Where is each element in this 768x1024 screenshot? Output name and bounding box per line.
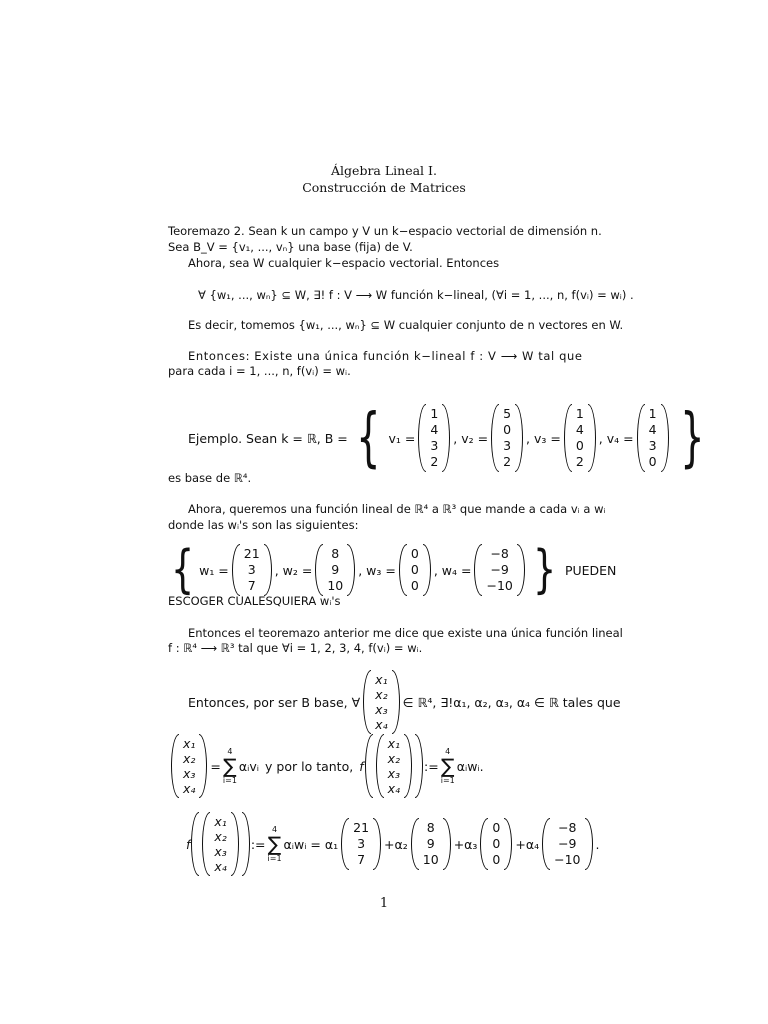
- sum-lower: i=1: [440, 776, 455, 785]
- v2-entry: 3: [503, 438, 512, 453]
- document-subtitle: Construcción de Matrices: [302, 180, 466, 195]
- x-entry: x₁: [387, 736, 401, 751]
- sum-term: αᵢwᵢ = α₁: [283, 836, 339, 852]
- entonces-line-2: f : ℝ⁴ ⟶ ℝ³ tal que ∀i = 1, 2, 3, 4, f(vᵢ) = wᵢ.: [168, 641, 423, 655]
- w3-entry: 0: [492, 836, 501, 851]
- w3-entry: 0: [492, 852, 501, 867]
- v1-entry: 2: [430, 454, 439, 469]
- left-brace: {: [355, 401, 381, 475]
- x-entry: x₄: [375, 717, 388, 732]
- w1-entry: 21: [353, 820, 370, 835]
- defined-as-sign: :=: [424, 758, 439, 774]
- entonces-line-1: Entonces el teoremazo anterior me dice que existe una única función lineal: [188, 626, 623, 640]
- x-entry: x₃: [214, 844, 227, 859]
- x-entry: x₃: [183, 766, 196, 781]
- w2-entry: 10: [327, 578, 344, 593]
- sigma-icon: ∑: [267, 832, 282, 856]
- v4-entry: 1: [648, 406, 657, 421]
- base-note: es base de ℝ⁴.: [168, 471, 252, 485]
- theorem-line-4: Es decir, tomemos {w₁, ..., wₙ} ⊆ W cualquier conjunto de n vectores en W.: [188, 318, 624, 332]
- w3-entry: 0: [410, 562, 419, 577]
- w3-label: , w₃ =: [358, 562, 396, 578]
- v2-entry: 2: [503, 454, 512, 469]
- x-entry: x₄: [183, 781, 196, 796]
- w1-vector: [341, 818, 381, 870]
- example-intro: Ejemplo. Sean k = ℝ, B =: [188, 430, 348, 446]
- right-brace: }: [532, 540, 556, 600]
- theorem-line-2: Sea B_V = {v₁, ..., vₙ} una base (fija) de V.: [168, 240, 413, 254]
- y-por-lo-tanto: y por lo tanto,: [265, 758, 354, 774]
- w4-entry: −10: [486, 578, 513, 593]
- w3-entry: 0: [410, 546, 419, 561]
- w3-entry: 0: [492, 820, 501, 835]
- w3-vector: [480, 818, 512, 870]
- now-line-2: donde las wᵢ's son las siguientes:: [168, 518, 359, 532]
- w4-entry: −9: [490, 562, 509, 577]
- x-vector: [363, 670, 399, 734]
- w4-entry: −10: [554, 852, 581, 867]
- v1-label: v₁ =: [388, 430, 416, 446]
- left-brace: {: [170, 540, 195, 600]
- x-entry: x₁: [375, 672, 388, 687]
- x-entry: x₁: [183, 736, 196, 751]
- w4-vector: [474, 544, 524, 596]
- sum-lower: i=1: [267, 854, 282, 863]
- equation-2: [186, 812, 599, 876]
- sum-term: αᵢvᵢ: [238, 758, 260, 774]
- page-number: 1: [379, 896, 389, 911]
- theorem-line-6: para cada i = 1, ..., n, f(vᵢ) = wᵢ.: [168, 364, 351, 378]
- sum-upper: 4: [271, 825, 278, 834]
- v3-vector: [564, 404, 596, 472]
- w4-label: , w₄ =: [433, 562, 472, 578]
- v2-vector: [491, 404, 523, 472]
- entonces-line-3a: Entonces, por ser B base, ∀: [188, 694, 361, 710]
- w-vectors-row: [166, 540, 617, 600]
- x-vector: [171, 734, 207, 798]
- w1-entry: 7: [357, 852, 366, 867]
- theorem-line-5: Entonces: Existe una única función k−lineal f : V ⟶ W tal que: [188, 349, 583, 363]
- theorem-statement: ∀ {w₁, ..., wₙ} ⊆ W, ∃! f : V ⟶ W función k−lineal, (∀i = 1, ..., n, f(vᵢ) = wᵢ) .: [198, 288, 634, 302]
- w1-vector: [232, 544, 272, 596]
- final-period: .: [595, 836, 600, 852]
- x-entry: x₄: [387, 781, 401, 796]
- v1-vector: [418, 404, 450, 472]
- w4-entry: −8: [490, 546, 509, 561]
- sum-term: αᵢwᵢ.: [456, 758, 484, 774]
- summation: [223, 747, 237, 785]
- x-entry: x₂: [387, 751, 401, 766]
- w4-entry: −8: [558, 820, 577, 835]
- v4-entry: 0: [648, 454, 657, 469]
- theorem-line-1: Teoremazo 2. Sean k un campo y V un k−espacio vectorial de dimensión n.: [168, 224, 602, 238]
- x-entry: x₂: [375, 687, 388, 702]
- w3-vector: [399, 544, 431, 596]
- right-brace: }: [679, 401, 705, 475]
- w1-entry: 3: [247, 562, 256, 577]
- v2-label: , v₂ =: [453, 430, 489, 446]
- x-entry: x₂: [183, 751, 196, 766]
- w1-label: w₁ =: [199, 562, 229, 578]
- w2-vector: [411, 818, 451, 870]
- w2-entry: 8: [426, 820, 435, 835]
- x-vector-row: [188, 670, 621, 734]
- w2-label: , w₂ =: [274, 562, 313, 578]
- v1-entry: 4: [430, 422, 439, 437]
- document-title: Álgebra Lineal I.: [331, 163, 437, 178]
- pueden-text: PUEDEN: [564, 562, 617, 578]
- entonces-line-3b: ∈ ℝ⁴, ∃!α₁, α₂, α₃, α₄ ∈ ℝ tales que: [402, 694, 621, 710]
- v4-entry: 3: [648, 438, 657, 453]
- sum-upper: 4: [227, 747, 233, 756]
- w1-entry: 3: [357, 836, 366, 851]
- w4-entry: −9: [558, 836, 577, 851]
- v3-entry: 4: [575, 422, 584, 437]
- defined-as-sign: :=: [250, 836, 266, 852]
- w2-entry: 9: [426, 836, 435, 851]
- x-entry: x₁: [214, 814, 227, 829]
- f-argument: [365, 734, 423, 798]
- sigma-icon: ∑: [440, 754, 455, 778]
- now-line-1: Ahora, queremos una función lineal de ℝ⁴ a ℝ³ que mande a cada vᵢ a wᵢ: [188, 502, 606, 516]
- x-entry: x₃: [375, 702, 388, 717]
- w2-entry: 9: [331, 562, 340, 577]
- f-label: f: [359, 758, 364, 774]
- f-argument: [191, 812, 249, 876]
- summation: [441, 747, 455, 785]
- w2-entry: 8: [331, 546, 340, 561]
- sigma-icon: ∑: [223, 754, 237, 778]
- theorem-line-3: Ahora, sea W cualquier k−espacio vectorial. Entonces: [188, 256, 500, 270]
- w2-entry: 10: [422, 852, 439, 867]
- w1-entry: 7: [247, 578, 256, 593]
- w3-entry: 0: [410, 578, 419, 593]
- v3-entry: 2: [575, 454, 584, 469]
- w2-vector: [315, 544, 355, 596]
- summation: [268, 825, 282, 863]
- f-label: f: [186, 836, 191, 852]
- x-vector: [202, 812, 238, 876]
- alpha4-term: +α₄: [515, 836, 540, 852]
- v1-entry: 1: [430, 406, 439, 421]
- x-vector: [376, 734, 412, 798]
- v4-entry: 4: [648, 422, 657, 437]
- w4-vector: [542, 818, 592, 870]
- x-entry: x₂: [214, 829, 227, 844]
- alpha2-term: +α₂: [384, 836, 408, 852]
- v3-label: , v₃ =: [526, 430, 561, 446]
- v2-entry: 0: [503, 422, 512, 437]
- sum-lower: i=1: [222, 776, 237, 785]
- x-entry: x₄: [214, 859, 227, 874]
- v4-vector: [637, 404, 669, 472]
- w1-entry: 21: [243, 546, 260, 561]
- escoger-text: ESCOGER CUALESQUIERA wᵢ's: [168, 594, 341, 608]
- v3-entry: 0: [575, 438, 584, 453]
- v3-entry: 1: [575, 406, 584, 421]
- sum-upper: 4: [445, 747, 451, 756]
- x-entry: x₃: [387, 766, 401, 781]
- example-basis-row: [188, 401, 712, 475]
- equals-sign: =: [210, 758, 221, 774]
- alpha3-term: +α₃: [453, 836, 478, 852]
- equation-1: [168, 734, 484, 798]
- v2-entry: 5: [503, 406, 512, 421]
- v1-entry: 3: [430, 438, 439, 453]
- v4-label: , v₄ =: [598, 430, 634, 446]
